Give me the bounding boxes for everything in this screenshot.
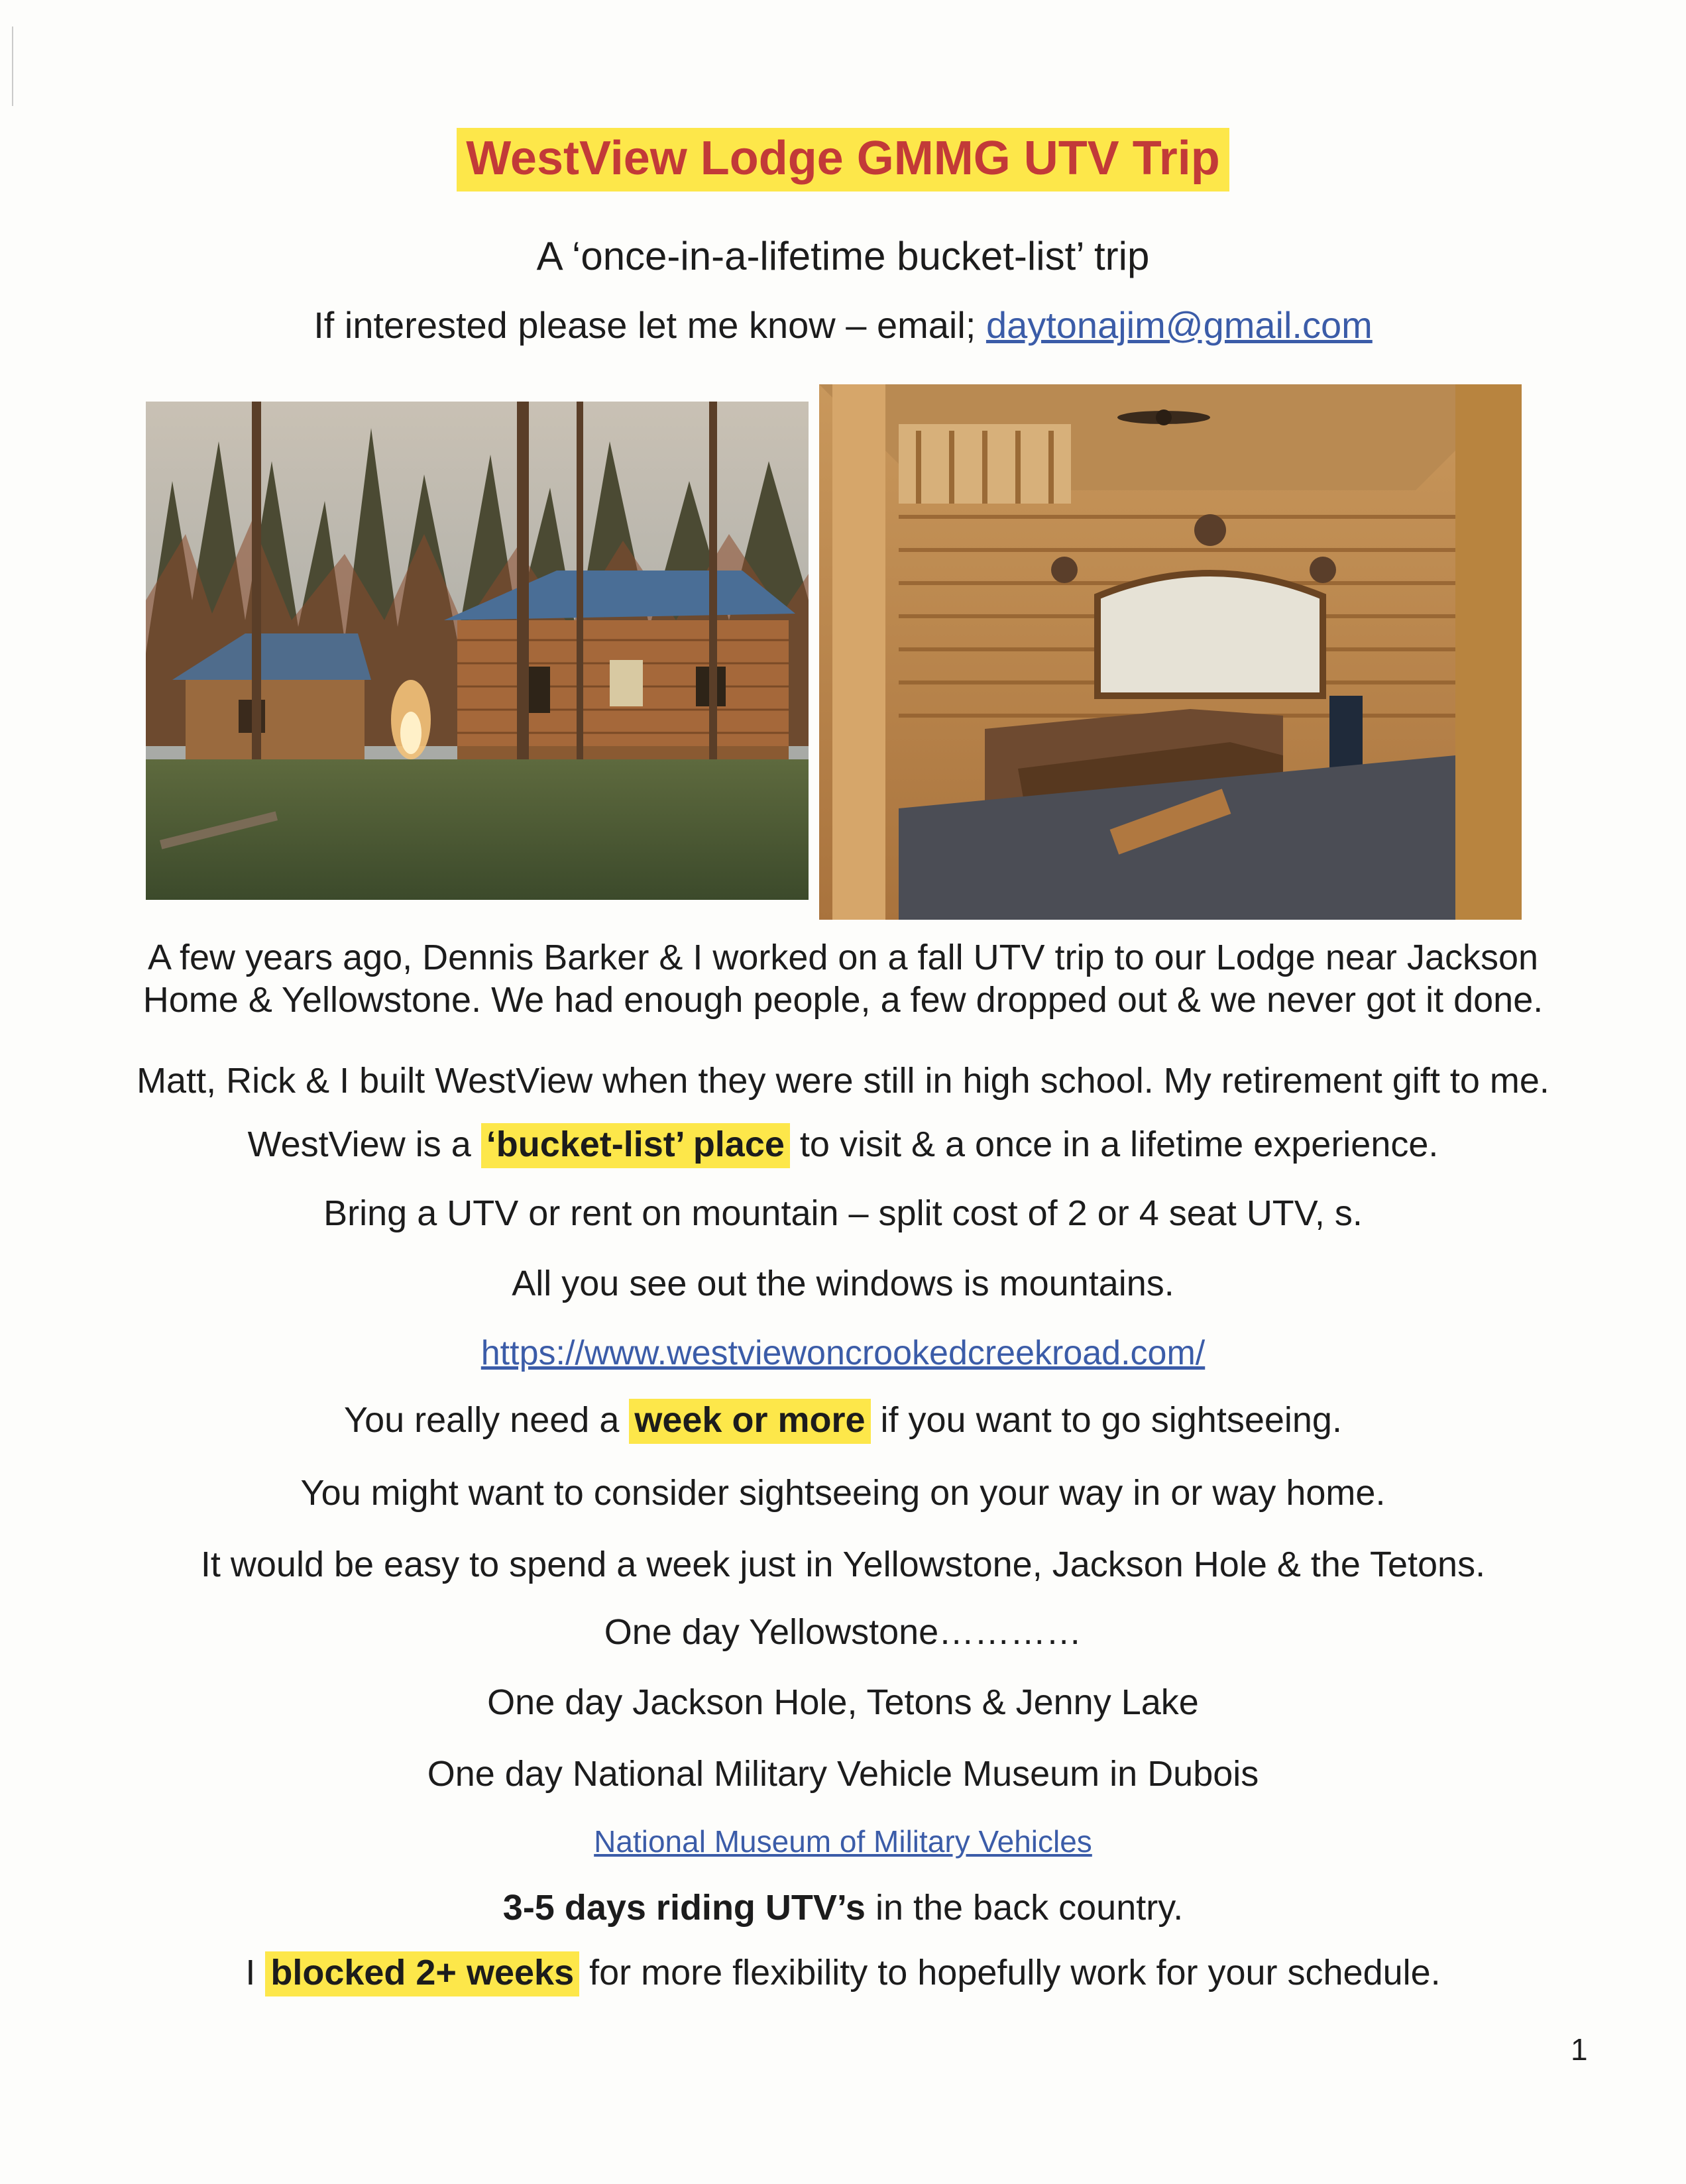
title-highlight: WestView Lodge GMMG UTV Trip xyxy=(457,128,1229,191)
page-number: 1 xyxy=(1571,2032,1588,2067)
website-link-line xyxy=(0,1333,1686,1373)
itinerary-day-jackson-hole: One day Jackson Hole, Tetons & Jenny Lake xyxy=(487,1682,1199,1722)
line15-post: for more flexibility to hopefully work for your schedule. xyxy=(579,1953,1441,1993)
contact-prefix: If interested please let me know – email; xyxy=(313,304,986,346)
contact-line xyxy=(0,303,1686,347)
line7-pre: You really need a xyxy=(344,1400,630,1440)
paragraph-line-5: All you see out the windows is mountains. xyxy=(512,1264,1174,1303)
line15-pre: I xyxy=(245,1953,266,1993)
lodge-exterior-photo xyxy=(146,402,809,900)
week-or-more-highlight: week or more xyxy=(629,1399,870,1444)
paragraph-line-1a: A few years ago, Dennis Barker & I worked on a fall UTV trip to our Lodge near Jackson xyxy=(147,938,1539,977)
line14-post: in the back country. xyxy=(865,1888,1184,1928)
paragraph-line-14 xyxy=(0,1887,1686,1928)
lodge-interior-photo xyxy=(819,384,1522,920)
museum-link[interactable]: National Museum of Military Vehicles xyxy=(594,1824,1092,1859)
email-link[interactable]: daytonajim@gmail.com xyxy=(985,304,1373,346)
paragraph-line-1b: Home & Yellowstone. We had enough people, a few dropped out & we never got it done. xyxy=(142,980,1544,1020)
paragraph-line-7 xyxy=(0,1399,1686,1441)
paragraph-line-15 xyxy=(0,1952,1686,1993)
line3-post: to visit & a once in a lifetime experience. xyxy=(789,1124,1439,1164)
bucket-list-highlight: ‘bucket-list’ place xyxy=(481,1123,790,1168)
paragraph-line-4: Bring a UTV or rent on mountain – split cost of 2 or 4 seat UTV, s. xyxy=(323,1193,1363,1233)
scan-edge-mark xyxy=(12,27,13,106)
itinerary-day-museum: One day National Military Vehicle Museum in Dubois xyxy=(427,1754,1259,1794)
page-title xyxy=(0,131,1686,186)
paragraph-line-3 xyxy=(0,1124,1686,1165)
line7-post: if you want to go sightseeing. xyxy=(870,1400,1342,1440)
itinerary-day-yellowstone: One day Yellowstone………… xyxy=(604,1612,1082,1652)
line3-pre: WestView is a xyxy=(247,1124,481,1164)
paragraph-line-8: You might want to consider sightseeing on your way in or way home. xyxy=(300,1473,1386,1513)
paragraph-line-2: Matt, Rick & I built WestView when they were still in high school. My retirement gift to me. xyxy=(137,1061,1549,1101)
museum-link-line xyxy=(0,1824,1686,1859)
paragraph-line-9: It would be easy to spend a week just in Yellowstone, Jackson Hole & the Tetons. xyxy=(200,1545,1486,1584)
website-link[interactable]: https://www.westviewoncrookedcreekroad.com/ xyxy=(480,1334,1206,1372)
utv-days-bold: 3-5 days riding UTV’s xyxy=(502,1888,866,1928)
page-subtitle: A ‘once-in-a-lifetime bucket-list’ trip xyxy=(536,234,1150,278)
blocked-weeks-highlight: blocked 2+ weeks xyxy=(265,1951,579,1996)
